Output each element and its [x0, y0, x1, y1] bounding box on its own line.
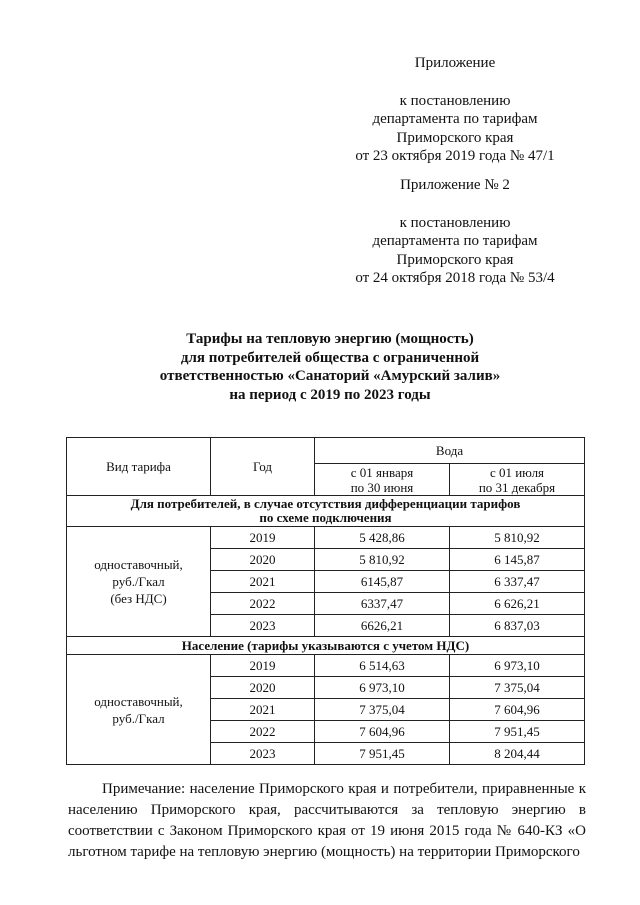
- table-row: [67, 655, 585, 677]
- year-cell: 2019: [211, 527, 315, 549]
- header-period-2: [450, 464, 585, 496]
- header-period-2-line: с 01 июля: [489, 464, 545, 480]
- section-1-line: Для потребителей, в случае отсутствия дифференциации тарифов: [130, 496, 521, 511]
- title-line: ответственностью «Санаторий «Амурский залив»: [159, 368, 501, 384]
- value-h2: 6 626,21: [450, 593, 585, 615]
- year-cell: 2021: [211, 571, 315, 593]
- value-h2: 8 204,44: [450, 743, 585, 765]
- appendix-current-line: департамента по тарифам: [372, 111, 538, 127]
- appendix-current-header: [330, 54, 580, 166]
- section-2-title: Население (тарифы указываются с учетом НДС): [67, 637, 585, 655]
- value-h1: 5 810,92: [315, 549, 450, 571]
- year-cell: 2021: [211, 699, 315, 721]
- header-period-1-line: с 01 января: [350, 464, 414, 480]
- kind-line: руб./Гкал: [112, 574, 165, 589]
- document-title: [60, 330, 600, 404]
- kind-line: одноставочный,: [94, 693, 183, 709]
- header-period-1: [315, 464, 450, 496]
- value-h2: 6 973,10: [450, 655, 585, 677]
- appendix-current-line: от 23 октября 2019 года № 47/1: [355, 148, 555, 164]
- title-line: на период с 2019 по 2023 годы: [229, 386, 431, 403]
- appendix-current-line: Приморского края: [396, 129, 514, 146]
- value-h2: 6 145,87: [450, 549, 585, 571]
- value-h1: 7 604,96: [315, 721, 450, 743]
- appendix-previous-title: Приложение № 2: [400, 177, 510, 193]
- header-kind: Вид тарифа: [67, 438, 211, 496]
- appendix-previous-line: к постановлению: [399, 214, 511, 231]
- kind-line: одноставочный,: [94, 557, 183, 572]
- year-cell: 2022: [211, 593, 315, 615]
- appendix-current-line: к постановлению: [399, 92, 511, 109]
- value-h1: 6337,47: [315, 593, 450, 615]
- section-1-kind: [67, 527, 211, 637]
- appendix-previous-header: [330, 176, 580, 288]
- year-cell: 2023: [211, 615, 315, 637]
- footnote: [68, 779, 586, 863]
- value-h2: 6 837,03: [450, 615, 585, 637]
- appendix-previous-line: от 24 октября 2018 года № 53/4: [355, 270, 555, 286]
- header-period-2-line: по 31 декабря: [478, 479, 556, 495]
- year-cell: 2019: [211, 655, 315, 677]
- section-1-line: по схеме подключения: [259, 510, 392, 525]
- tariff-table: [66, 437, 585, 765]
- header-period-1-line: по 30 июня: [350, 479, 414, 495]
- value-h2: 6 337,47: [450, 571, 585, 593]
- value-h1: 7 951,45: [315, 743, 450, 765]
- value-h1: 6626,21: [315, 615, 450, 637]
- section-1-title: [67, 496, 585, 527]
- kind-line: руб./Гкал: [112, 710, 165, 726]
- year-cell: 2022: [211, 721, 315, 743]
- value-h2: 5 810,92: [450, 527, 585, 549]
- appendix-current-title: Приложение: [414, 55, 496, 71]
- value-h1: 6145,87: [315, 571, 450, 593]
- year-cell: 2020: [211, 549, 315, 571]
- header-year: Год: [211, 438, 315, 496]
- title-line: для потребителей общества с ограниченной: [180, 349, 480, 366]
- year-cell: 2023: [211, 743, 315, 765]
- kind-line: (без НДС): [110, 591, 167, 606]
- value-h1: 6 973,10: [315, 677, 450, 699]
- value-h1: 7 375,04: [315, 699, 450, 721]
- title-line: Тарифы на тепловую энергию (мощность): [186, 331, 474, 347]
- appendix-previous-line: департамента по тарифам: [372, 233, 538, 249]
- table-row: [67, 527, 585, 549]
- value-h2: 7 375,04: [450, 677, 585, 699]
- value-h2: 7 951,45: [450, 721, 585, 743]
- value-h2: 7 604,96: [450, 699, 585, 721]
- header-water: Вода: [315, 438, 585, 464]
- section-2-kind: [67, 655, 211, 765]
- year-cell: 2020: [211, 677, 315, 699]
- value-h1: 6 514,63: [315, 655, 450, 677]
- appendix-previous-line: Приморского края: [396, 251, 514, 268]
- value-h1: 5 428,86: [315, 527, 450, 549]
- footnote-text: Примечание: население Приморского края и потребители, приравненные к населению Приморского края, рассчитываются за тепловую энергию в соответствии с Законом Приморского края от 19 июня 2015 года № 640-КЗ «О льготном тарифе на тепловую энергию (мощность) на территории Приморского: [68, 781, 586, 860]
